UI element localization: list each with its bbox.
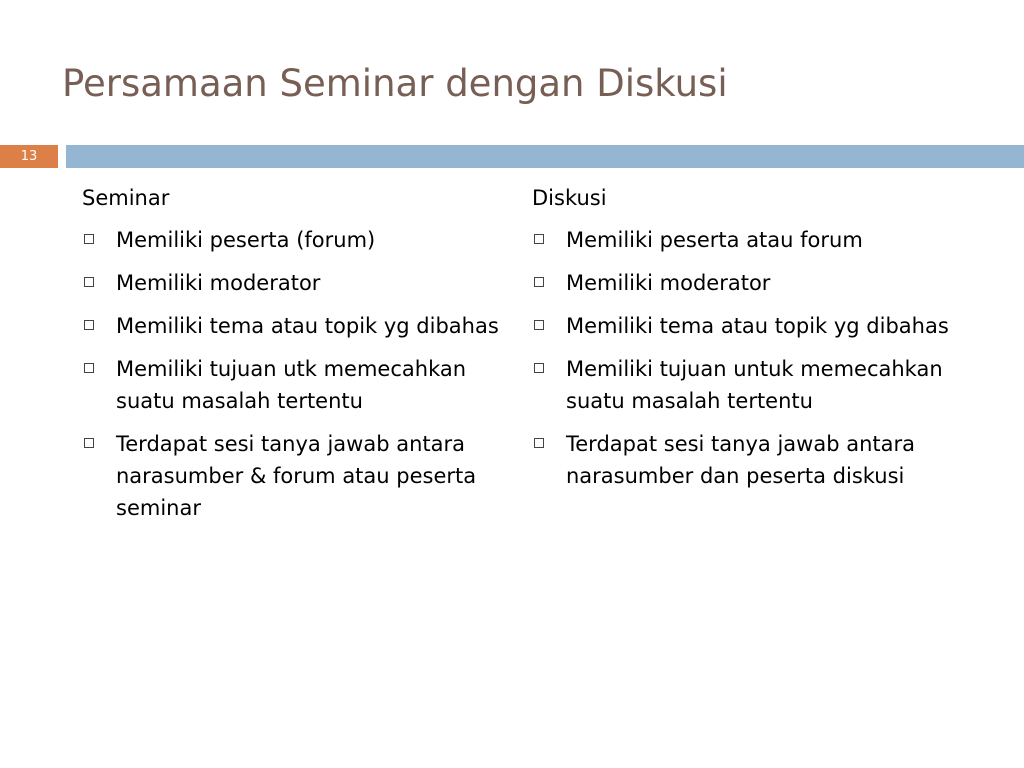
square-bullet-icon bbox=[84, 277, 94, 287]
title-divider-bar bbox=[66, 145, 1024, 168]
seminar-heading: Seminar bbox=[82, 186, 170, 210]
slide-title: Persamaan Seminar dengan Diskusi bbox=[62, 62, 728, 105]
square-bullet-icon bbox=[84, 363, 94, 373]
square-bullet-icon bbox=[84, 234, 94, 244]
square-bullet-icon bbox=[534, 438, 544, 448]
slide-number-badge: 13 bbox=[0, 145, 58, 168]
list-item-text: Memiliki tema atau topik yg dibahas bbox=[566, 314, 949, 338]
list-item-text: Memiliki tujuan utk memecahkan suatu masalah tertentu bbox=[116, 357, 467, 413]
list-item bbox=[532, 310, 972, 342]
square-bullet-icon bbox=[534, 320, 544, 330]
square-bullet-icon bbox=[534, 363, 544, 373]
list-item bbox=[532, 267, 972, 299]
list-item bbox=[532, 428, 972, 492]
list-item-text: Memiliki peserta atau forum bbox=[566, 228, 863, 252]
list-item-text: Memiliki peserta (forum) bbox=[116, 228, 376, 252]
list-item bbox=[532, 353, 972, 417]
square-bullet-icon bbox=[84, 320, 94, 330]
list-item bbox=[82, 428, 507, 524]
list-item-text: Memiliki moderator bbox=[116, 271, 321, 295]
seminar-column bbox=[82, 182, 507, 535]
list-item bbox=[82, 224, 507, 256]
square-bullet-icon bbox=[84, 438, 94, 448]
diskusi-column bbox=[532, 182, 972, 503]
list-item-text: Memiliki tema atau topik yg dibahas bbox=[116, 314, 499, 338]
list-item bbox=[82, 267, 507, 299]
list-item-text: Memiliki moderator bbox=[566, 271, 771, 295]
square-bullet-icon bbox=[534, 234, 544, 244]
list-item bbox=[82, 310, 507, 342]
list-item-text: Terdapat sesi tanya jawab antara narasumber & forum atau peserta seminar bbox=[116, 432, 477, 520]
list-item-text: Memiliki tujuan untuk memecahkan suatu masalah tertentu bbox=[566, 357, 943, 413]
diskusi-bullet-list bbox=[532, 224, 972, 492]
diskusi-heading: Diskusi bbox=[532, 186, 607, 210]
seminar-bullet-list bbox=[82, 224, 507, 524]
square-bullet-icon bbox=[534, 277, 544, 287]
list-item bbox=[82, 353, 507, 417]
list-item bbox=[532, 224, 972, 256]
list-item-text: Terdapat sesi tanya jawab antara narasumber dan peserta diskusi bbox=[566, 432, 915, 488]
